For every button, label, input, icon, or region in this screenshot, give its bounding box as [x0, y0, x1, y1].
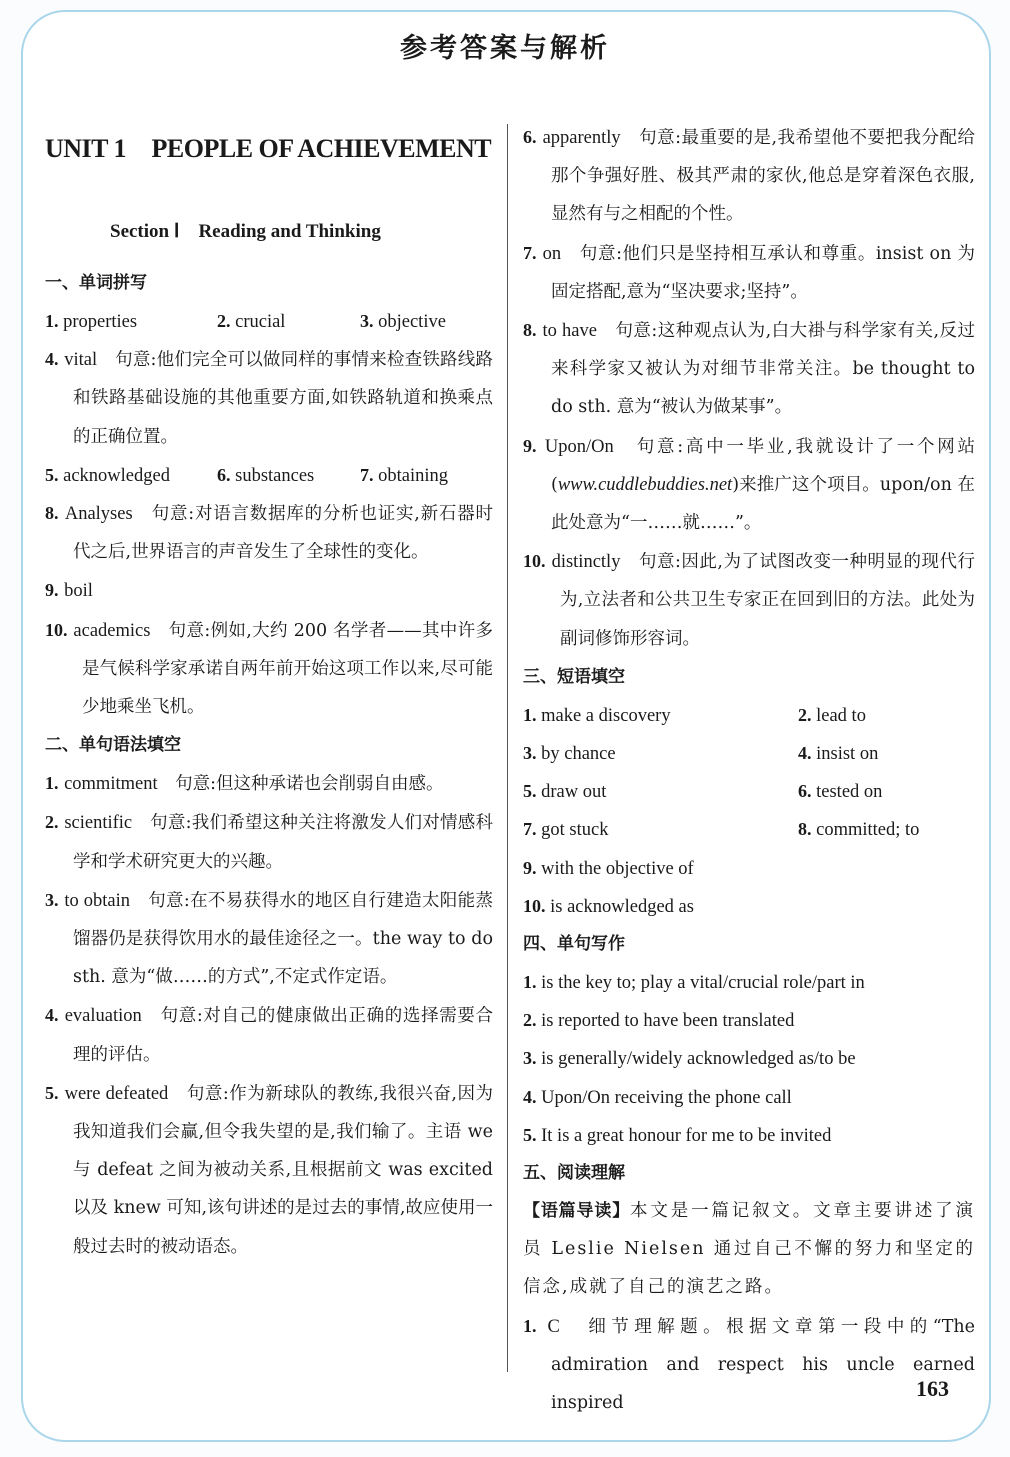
item-number: 10.: [523, 895, 546, 916]
answer-item: [45, 996, 493, 1073]
answer: is the key to; play a vital/crucial role/part in: [541, 972, 865, 993]
explanation: 句意:对自己的健康做出正确的选择需要合理的评估。: [73, 1006, 493, 1065]
item-number: 5.: [45, 464, 59, 485]
answer: crucial: [235, 312, 286, 332]
answer-row: [523, 734, 975, 772]
item-number: 1.: [45, 311, 59, 331]
answer: were defeated: [64, 1083, 169, 1104]
item-number: 9.: [523, 435, 537, 456]
answer: C: [547, 1316, 560, 1337]
answer-item: [45, 881, 493, 997]
item-number: 1.: [523, 704, 537, 725]
answer-item: [523, 311, 975, 427]
item-number: 1.: [523, 1315, 537, 1336]
page-number: 163: [916, 1376, 949, 1401]
explanation: 句意:这种观点认为,白大褂与科学家有关,反过来科学家又被认为对细节非常关注。: [551, 321, 975, 380]
answer: to have: [542, 321, 597, 342]
item-number: 9.: [523, 857, 537, 878]
answer: It is a great honour for me to be invited: [541, 1125, 832, 1146]
answer: apparently: [542, 128, 621, 148]
item-number: 3.: [523, 1048, 537, 1069]
answer-row: [523, 963, 975, 1001]
item-number: 6.: [523, 127, 537, 147]
answer-row: [45, 302, 493, 340]
explanation: 句意:高中一毕业,我就设计了一个网站(: [551, 436, 975, 495]
answer: academics: [73, 620, 151, 641]
answer: distinctly: [551, 552, 621, 573]
answer: with the objective of: [541, 858, 694, 879]
item-number: 7.: [523, 242, 537, 263]
website-url: www.cuddlebuddies.net: [557, 474, 733, 495]
answer: commitment: [64, 774, 158, 795]
answer: to obtain: [64, 890, 130, 911]
answer-row: [523, 772, 975, 810]
answer: Upon/On receiving the phone call: [541, 1087, 792, 1108]
right-column: [523, 118, 975, 1422]
unit-title: UNIT 1 PEOPLE OF ACHIEVEMENT: [45, 134, 492, 163]
explanation: 句意:在不易获得水的地区自行建造太阳能蒸馏器仍是获得饮用水的最佳途径之一。: [73, 890, 493, 950]
item-number: 5.: [523, 781, 537, 802]
answer: is generally/widely acknowledged as/to be: [541, 1049, 856, 1070]
item-number: 5.: [45, 1082, 59, 1103]
item-number: 2.: [217, 311, 231, 331]
answer-item: [45, 803, 493, 880]
answer-item: [523, 234, 975, 311]
explanation-note: upon/on 在此处意为“一……就……”。: [551, 474, 975, 534]
passage-intro: [523, 1192, 975, 1307]
item-number: 7.: [360, 464, 374, 485]
answer-row: [523, 1001, 975, 1039]
answer-row: [523, 810, 975, 848]
answer: committed; to: [816, 820, 920, 841]
answer: evaluation: [64, 1006, 142, 1027]
answer: lead to: [816, 705, 866, 726]
column-divider: [507, 124, 508, 1372]
answer: objective: [378, 312, 446, 332]
answer: make a discovery: [541, 705, 671, 726]
answer-item: [523, 427, 975, 543]
item-number: 3.: [45, 889, 59, 910]
explanation: 句意:我们希望这种关注将激发人们对情感科学和学术研究更大的兴趣。: [73, 813, 493, 872]
answer: draw out: [541, 782, 607, 803]
item-number: 1.: [45, 773, 59, 794]
explanation: 句意:因此,为了试图改变一种明显的现代行为,立法者和公共卫生专家正在回到旧的方法。此处为副词修饰形容词。: [560, 552, 975, 649]
item-number: 10.: [523, 551, 546, 572]
answer-item: [45, 764, 493, 803]
answer-row: [523, 887, 975, 925]
item-number: 4.: [45, 349, 59, 370]
explanation: 句意:例如,大约 200 名学者——其中许多是气候科学家承诺自两年前开始这项工作以来,尽可能少地乘坐飞机。: [82, 620, 493, 717]
item-number: 6.: [798, 781, 812, 802]
answer-row: [523, 696, 975, 734]
intro-text: 本文是一篇记叙文。文章主要讲述了演员 Leslie Nielsen 通过自己不懈的努力和坚定的信念,成就了自己的演艺之路。: [523, 1200, 976, 1298]
answer-item: [45, 494, 493, 571]
item-number: 9.: [45, 580, 59, 601]
answer: insist on: [816, 744, 879, 765]
item-number: 4.: [798, 743, 812, 764]
section-5-heading: 五、阅读理解: [523, 1162, 625, 1183]
answer-item: [45, 611, 493, 727]
item-number: 3.: [523, 743, 537, 764]
explanation: 句意:但这种承诺也会削弱自由感。: [175, 774, 444, 795]
item-number: 8.: [45, 502, 59, 523]
page-title: 参考答案与解析: [400, 33, 610, 64]
explanation-note: insist on 为固定搭配,意为“坚决要求;坚持”。: [551, 243, 976, 302]
section-3-heading: 三、短语填空: [523, 666, 625, 687]
item-number: 7.: [523, 819, 537, 840]
answer: vital: [64, 350, 98, 371]
section-2-heading: 二、单句语法填空: [45, 735, 181, 756]
answer: acknowledged: [63, 465, 170, 486]
explanation: 句意:对语言数据库的分析也证实,新石器时代之后,世界语言的声音发生了全球性的变化。: [73, 503, 493, 563]
explanation: 细节理解题。根据文章第一段中的“The admiration and respect his uncle earned inspired: [551, 1316, 975, 1413]
answer-item: [523, 1307, 975, 1423]
item-number: 2.: [523, 1010, 537, 1031]
answer: got stuck: [541, 820, 609, 841]
answer-row: [523, 849, 975, 887]
answer: by chance: [541, 744, 616, 765]
answer: is acknowledged as: [550, 896, 694, 917]
item-number: 5.: [523, 1124, 537, 1145]
item-number: 2.: [45, 812, 59, 833]
answer: boil: [64, 581, 93, 602]
answer-row: [523, 1078, 975, 1116]
answer-row: [523, 1039, 975, 1077]
answer-item: [45, 571, 493, 610]
item-number: 6.: [217, 464, 231, 485]
answer: properties: [63, 312, 138, 332]
answer: substances: [235, 465, 315, 486]
explanation: 句意:最重要的是,我希望他不要把我分配给那个争强好胜、极其严肃的家伙,他总是穿着深色衣服,显然有与之相配的个性。: [551, 128, 975, 225]
answer-item: [523, 542, 975, 658]
answer: tested on: [816, 782, 883, 803]
intro-label: 【语篇导读】: [523, 1200, 631, 1221]
item-number: 1.: [523, 971, 537, 992]
item-number: 4.: [523, 1086, 537, 1107]
section-title: Section Ⅰ Reading and Thinking: [110, 221, 381, 242]
item-number: 2.: [798, 704, 812, 725]
item-number: 3.: [360, 311, 374, 331]
explanation: 句意:他们完全可以做同样的事情来检查铁路线路和铁路基础设施的其他重要方面,如铁路轨道和换乘点的正确位置。: [73, 350, 493, 447]
answer-item: [45, 1074, 493, 1266]
answer: on: [542, 243, 562, 264]
answer: Upon/On: [544, 436, 614, 457]
answer-item: [45, 340, 493, 456]
section-4-heading: 四、单句写作: [523, 933, 625, 954]
item-number: 8.: [798, 819, 812, 840]
item-number: 4.: [45, 1005, 59, 1026]
answer: scientific: [64, 813, 133, 834]
answer: Analyses: [64, 503, 133, 524]
explanation: 句意:他们只是坚持相互承认和尊重。: [579, 243, 876, 264]
answer: is reported to have been translated: [541, 1011, 795, 1032]
explanation-note: be thought to do sth. 意为“被认为做某事”。: [551, 359, 976, 418]
left-column: [45, 118, 493, 1266]
section-1-heading: 一、单词拼写: [45, 273, 147, 293]
item-number: 10.: [45, 619, 68, 640]
answer-row: [45, 456, 493, 494]
explanation-note: the way to do sth. 意为“做……的方式”,不定式作定语。: [73, 929, 493, 988]
answer-row: [523, 1116, 975, 1154]
item-number: 8.: [523, 320, 537, 341]
answer-item: [523, 118, 975, 234]
explanation: 句意:作为新球队的教练,我很兴奋,因为我知道我们会赢,但令我失望的是,我们输了。主语 we 与 defeat 之间为被动关系,且根据前文 was excited 以及 knew 可知,该句讲述的是过去的事情,故应使用一般过去时的被动语态。: [73, 1083, 493, 1257]
explanation: )来推广这个项目。: [732, 474, 880, 495]
answer: obtaining: [378, 465, 449, 486]
